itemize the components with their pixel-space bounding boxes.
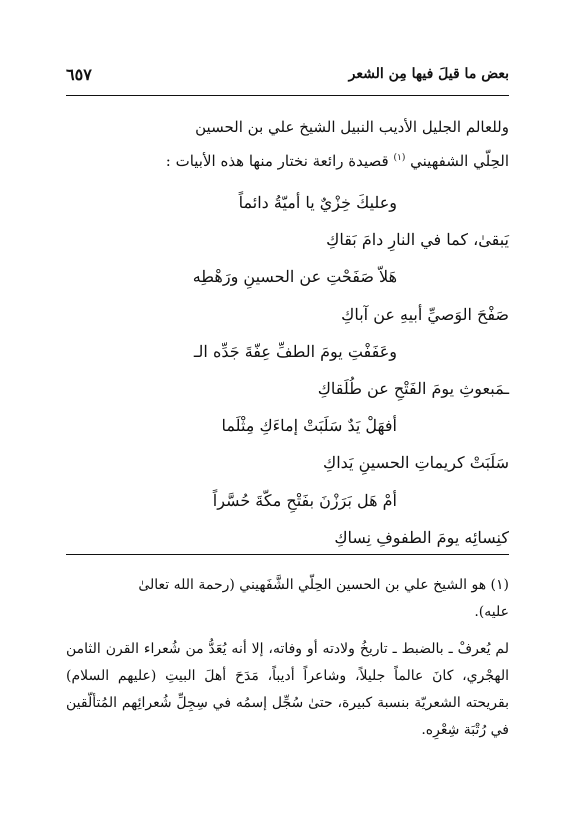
footnote-line-1: (١) هو الشيخ علي بن الحسين الحِلّي الشَّفَهيني (رحمة الله تعالىٰ bbox=[138, 577, 509, 593]
footnote-divider bbox=[66, 554, 509, 555]
intro-line-2 bbox=[66, 143, 509, 177]
footnote-continuation: لم يُعرفْ ـ بالضبط ـ تاريخُ ولادته أو وفاته، إلا أنه يُعَدُّ من شُعراء القرن الثامن الهجْري، كانَ عالماً جليلاً، وشاعراً أديباً، مَدَحَ أهلَ البيتِ (عليهم السلام) بقريحته الشعريّة بنسبة كبيرة، حتىٰ سُجِّل إسمُه في سِجِلِّ شُعرائِهم المُتألّقين في رُتْبَة شِعْرِه. bbox=[66, 641, 509, 738]
verse-3-second-hemistich: ـمَبعوثِ يومَ الفَتْحِ عن طُلَقاكِ bbox=[317, 378, 509, 398]
header-divider bbox=[66, 95, 509, 96]
verse-3-first-hemistich: وعَفَفْتِ يومَ الطفِّ عِفّةَ جَدِّه الـ bbox=[193, 341, 397, 361]
verse-4-first-hemistich: أفهَلْ يَدٌ سَلَبَتْ إماءَكِ مِثْلَما bbox=[221, 416, 397, 436]
intro-line-1: وللعالم الجليل الأديب النبيل الشيخ علي بن الحسين bbox=[195, 118, 509, 136]
verse-1-second-hemistich: يَبقىٰ، كما في النارِ دامَ بَقاكِ bbox=[326, 230, 509, 250]
verse-2-second-hemistich: صَفْحَ الوَصيِّ أبيهِ عن آباكِ bbox=[341, 304, 509, 324]
running-title: بعض ما قيلَ فيها مِن الشعر bbox=[348, 66, 509, 82]
footnote-reference[interactable]: (١) bbox=[393, 153, 406, 163]
poem-verses bbox=[66, 184, 509, 556]
page-header bbox=[66, 62, 509, 86]
verse-4-second-hemistich: سَلَبَتْ كريماتِ الحسينِ يَداكِ bbox=[323, 453, 509, 473]
verse-5-first-hemistich: أمْ هَل بَرَزْنَ بفَتْحِ مكّةَ حُسَّراً bbox=[212, 490, 397, 510]
verse-5-second-hemistich: كنِسائِه يومَ الطفوفِ نِساكِ bbox=[334, 527, 509, 547]
footnote bbox=[66, 572, 509, 744]
page-number: ٦٥٧ bbox=[66, 64, 92, 84]
verse-2-first-hemistich: هَلاّ صَفَحْتِ عن الحسينِ ورَهْطِه bbox=[192, 267, 397, 287]
intro-line-2-rest: قصيدة رائعة نختار منها هذه الأبيات : bbox=[165, 152, 389, 170]
footnote-line-2: عليه). bbox=[474, 604, 509, 620]
poet-name: الحِلّي الشفهيني bbox=[410, 152, 509, 170]
intro-paragraph bbox=[66, 112, 509, 177]
verse-1-first-hemistich: وعليكَ خِزْيٌ يا أميّةُ دائماً bbox=[238, 193, 397, 212]
